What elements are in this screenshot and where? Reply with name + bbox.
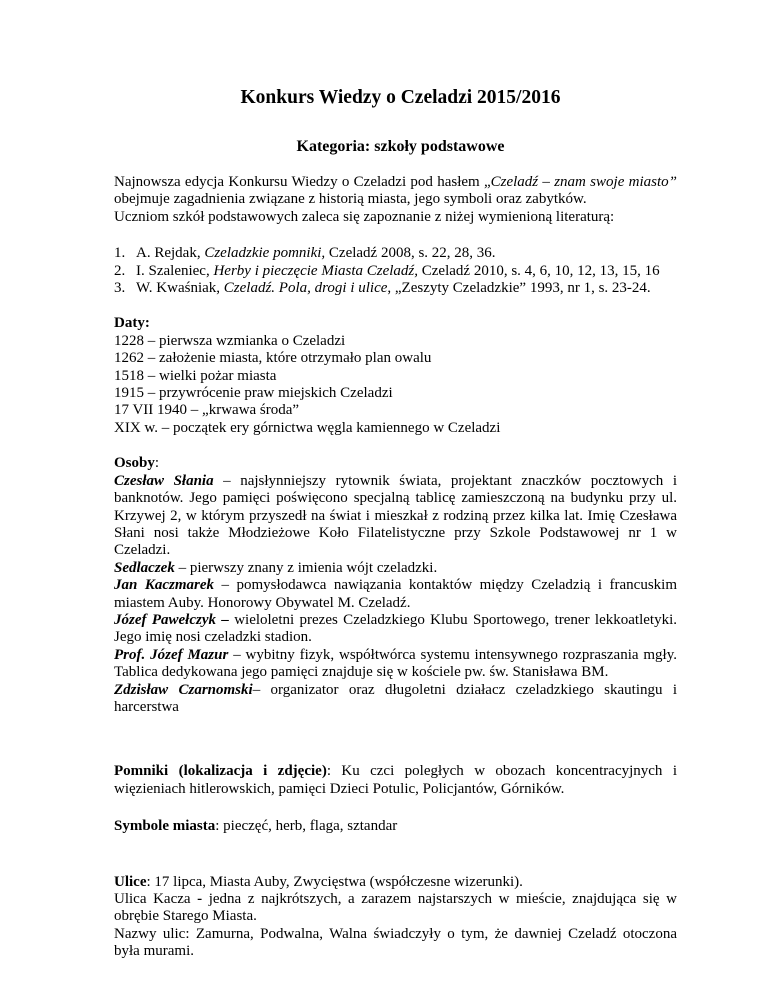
list-number: 2. (114, 262, 126, 279)
citation: Czeladź 2008, s. 22, 28, 36. (325, 245, 496, 262)
date-item: 1915 – przywrócenie praw miejskich Czeladzi (114, 385, 393, 402)
author: I. Szaleniec, (136, 262, 214, 279)
intro-line-2: Uczniom szkół podstawowych zaleca się zapoznanie z niżej wymienioną literaturą: (114, 208, 615, 225)
list-number: 1. (114, 245, 126, 262)
person-description: – organizator oraz długoletni działacz czeladzkiego skautingu i harcerstwa (114, 681, 677, 715)
person-description: – najsłynniejszy rytownik świata, projektant znaczków pocztowych i banknotów. Jego pamięci poświęcono specjalną tablicę zamieszczoną na budynku przy ul. Krzywej 2, w którym przyszedł na świat i mieszkał z rodziną przez kilka lat. Imię Czesława Słani nosi także Młodzieżowe Koło Filatelistyczne przy Szkole Podstawowej nr 1 w Czeladzi. (114, 472, 678, 559)
dates-section (114, 315, 677, 437)
literature-item (114, 263, 677, 280)
monuments-paragraph (114, 763, 677, 798)
symbols-paragraph (114, 818, 677, 835)
person-description: – pomysłodawca nawiązania kontaktów między Czeladzią i francuskim miastem Auby. Honorowy Obywatel M. Czeladź. (114, 577, 677, 611)
intro-paragraph (114, 174, 677, 226)
person-entry (114, 577, 677, 612)
person-name: Zdzisław Czarnomski (114, 681, 253, 698)
date-item: 1518 – wielki pożar miasta (114, 367, 277, 384)
person-name: Czesław Słania (114, 472, 214, 489)
person-description: – pierwszy znany z imienia wójt czeladzki. (174, 559, 438, 576)
intro-text-cont: obejmuje zagadnienia związane z historią miasta, jego symboli oraz zabytków. (114, 191, 587, 208)
person-name: Prof. Józef Mazur (114, 646, 229, 663)
date-item: 1228 – pierwsza wzmianka o Czeladzi (114, 332, 346, 349)
symbols-section (114, 818, 677, 835)
date-item: 1262 – założenie miasta, które otrzymało plan owalu (114, 350, 432, 367)
streets-text: : 17 lipca, Miasta Auby, Zwycięstwa (współczesne wizerunki). (146, 873, 523, 890)
literature-item (114, 245, 677, 262)
person-entry (114, 647, 677, 682)
kacza-street-paragraph (114, 891, 677, 926)
monuments-section (114, 763, 677, 798)
page-subtitle: Kategoria: szkoły podstawowe (296, 138, 505, 155)
streets-paragraph (114, 874, 677, 891)
document-content (114, 86, 677, 961)
monuments-text: : Ku czci poległych w obozach koncentracyjnych i więzieniach hitlerowskich, pamięci Dzieci Potulic, Policjantów, Górników. (114, 763, 677, 797)
person-name: Józef Pawełczyk – (114, 611, 229, 628)
persons-section (114, 455, 677, 716)
person-entry (114, 560, 677, 577)
kacza-street-name: Ulica Kacza (114, 891, 198, 907)
persons-heading-colon: : (154, 455, 160, 472)
intro-line-1 (114, 174, 677, 209)
literature-list (114, 245, 677, 297)
book-title: Czeladź. Pola, drogi i ulice (223, 280, 388, 297)
literature-item (114, 280, 677, 297)
person-entry (114, 473, 677, 560)
persons-heading (114, 455, 677, 472)
streets-section (114, 874, 677, 961)
author: A. Rejdak, (136, 245, 205, 262)
intro-text: Najnowsza edycja Konkursu Wiedzy o Czeladzi pod hasłem „ (114, 174, 491, 190)
dates-heading: Daty: (114, 315, 150, 332)
person-description: wieloletni prezes Czeladzkiego Klubu Sportowego, trener lekkoatletyki. Jego imię nosi czeladzki stadion. (114, 611, 677, 646)
monuments-label: Pomniki (lokalizacja i zdjęcie) (114, 763, 327, 780)
page-title: Konkurs Wiedzy o Czeladzi 2015/2016 (240, 87, 561, 108)
persons-heading-label: Osoby (114, 455, 155, 472)
kacza-street-text: jedna z najkrótszych, a zarazem najstarszych w mieście, znajdująca się w obrębie Starego Miasta. (114, 891, 677, 925)
streets-label: Ulice (114, 873, 147, 890)
book-title: Czeladzkie pomniki, (204, 245, 326, 262)
symbols-text: : pieczęć, herb, flaga, sztandar (215, 818, 398, 835)
person-entry (114, 612, 677, 647)
citation: Czeladź 2010, s. 4, 6, 10, 12, 13, 15, 16 (418, 262, 660, 279)
person-name: Sedlaczek (114, 559, 175, 576)
competition-slogan: Czeladź – znam swoje miasto” (490, 174, 677, 190)
street-names-paragraph: Nazwy ulic: Zamurna, Podwalna, Walna świadczyły o tym, że dawniej Czeladź otoczona była murami. (114, 925, 677, 960)
person-description: – wybitny fizyk, współtwórca systemu intensywnego rozpraszania mgły. Tablica dedykowana jego pamięci znajduje się w kościele pw. św. Stanisława BM. (114, 646, 677, 681)
date-item: 17 VII 1940 – „krwawa środa” (114, 402, 300, 419)
list-number: 3. (114, 280, 126, 297)
person-entry (114, 682, 677, 717)
kacza-dash: - (197, 891, 203, 907)
person-name: Jan Kaczmarek (114, 577, 214, 594)
citation: , „Zeszyty Czeladzkie” 1993, nr 1, s. 23-24. (387, 280, 651, 297)
symbols-label: Symbole miasta (114, 818, 216, 835)
book-title: Herby i pieczęcie Miasta Czeladź, (213, 262, 419, 279)
author: W. Kwaśniak, (136, 280, 224, 297)
date-item: XIX w. – początek ery górnictwa węgla kamiennego w Czeladzi (114, 419, 501, 436)
